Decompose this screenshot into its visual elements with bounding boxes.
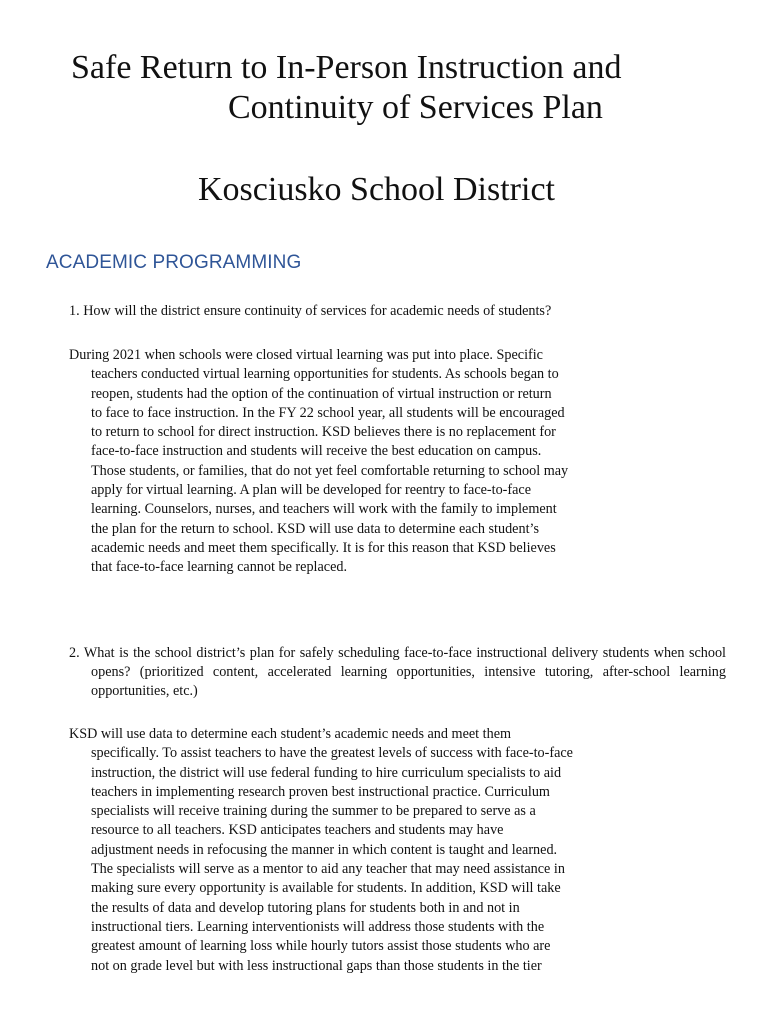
answer-1-line: Those students, or families, that do not yet feel comfortable returning to school may xyxy=(91,462,569,479)
section-heading-academic-programming: ACADEMIC PROGRAMMING xyxy=(46,252,302,273)
answer-2-line: resource to all teachers. KSD anticipates teachers and students may have xyxy=(91,822,504,839)
question-2: 2. What is the school district’s plan for safely scheduling face-to-face instructional delivery students when school opens? (prioritized content, accelerated learning opportunities, intensive tutoring, after-school learning opportunities, etc.) xyxy=(69,645,726,700)
answer-1-line: During 2021 when schools were closed virtual learning was put into place. Specific xyxy=(69,347,543,363)
question-1: 1. How will the district ensure continuity of services for academic needs of students? xyxy=(69,303,552,319)
answer-1-line: face-to-face instruction and students will receive the best education on campus. xyxy=(91,443,542,460)
answer-1-line: to return to school for direct instruction. KSD believes there is no replacement for xyxy=(91,424,556,441)
answer-1-line: the plan for the return to school. KSD will use data to determine each student’s xyxy=(91,520,539,537)
answer-1-line: learning. Counselors, nurses, and teachers will work with the family to implement xyxy=(91,501,557,518)
answer-2-line: The specialists will serve as a mentor to aid any teacher that may need assistance in xyxy=(91,861,565,878)
answer-1-line: reopen, students had the option of the continuation of virtual instruction or return xyxy=(91,385,552,402)
answer-1 xyxy=(69,346,669,578)
answer-2-line: specialists will receive training during the summer to be prepared to serve as a xyxy=(91,803,536,820)
answer-2-line: the results of data and develop tutoring plans for students both in and not in xyxy=(91,899,520,916)
answer-2-line: adjustment needs in refocusing the manner in which content is taught and learned. xyxy=(91,841,558,858)
answer-2-line: instruction, the district will use federal funding to hire curriculum specialists to aid xyxy=(91,764,562,781)
document-title-line-2: Continuity of Services Plan xyxy=(228,89,603,126)
answer-1-line: that face-to-face learning cannot be replaced. xyxy=(91,559,348,576)
answer-2-line: specifically. To assist teachers to have the greatest levels of success with face-to-face xyxy=(91,745,573,762)
answer-2-line: not on grade level but with less instructional gaps than those students in the tier xyxy=(91,957,542,974)
answer-1-line: to face to face instruction. In the FY 22 school year, all students will be encouraged xyxy=(91,404,565,421)
answer-2-line: instructional tiers. Learning interventionists will address those students with the xyxy=(91,918,545,935)
answer-1-line: academic needs and meet them specifically. It is for this reason that KSD believes xyxy=(91,539,556,556)
answer-2-line: making sure every opportunity is available for students. In addition, KSD will take xyxy=(91,880,561,897)
answer-2-line: greatest amount of learning loss while hourly tutors assist those students who are xyxy=(91,938,551,955)
answer-2-line: teachers in implementing research proven best instructional practice. Curriculum xyxy=(91,783,550,800)
answer-2-line: KSD will use data to determine each student’s academic needs and meet them xyxy=(69,726,512,742)
answer-1-line: apply for virtual learning. A plan will be developed for reentry to face-to-face xyxy=(91,482,532,499)
answer-2 xyxy=(69,725,669,976)
answer-1-line: teachers conducted virtual learning opportunities for students. As schools began to xyxy=(91,366,559,383)
document-title-line-1: Safe Return to In-Person Instruction and xyxy=(71,49,622,86)
district-name: Kosciusko School District xyxy=(198,171,555,208)
